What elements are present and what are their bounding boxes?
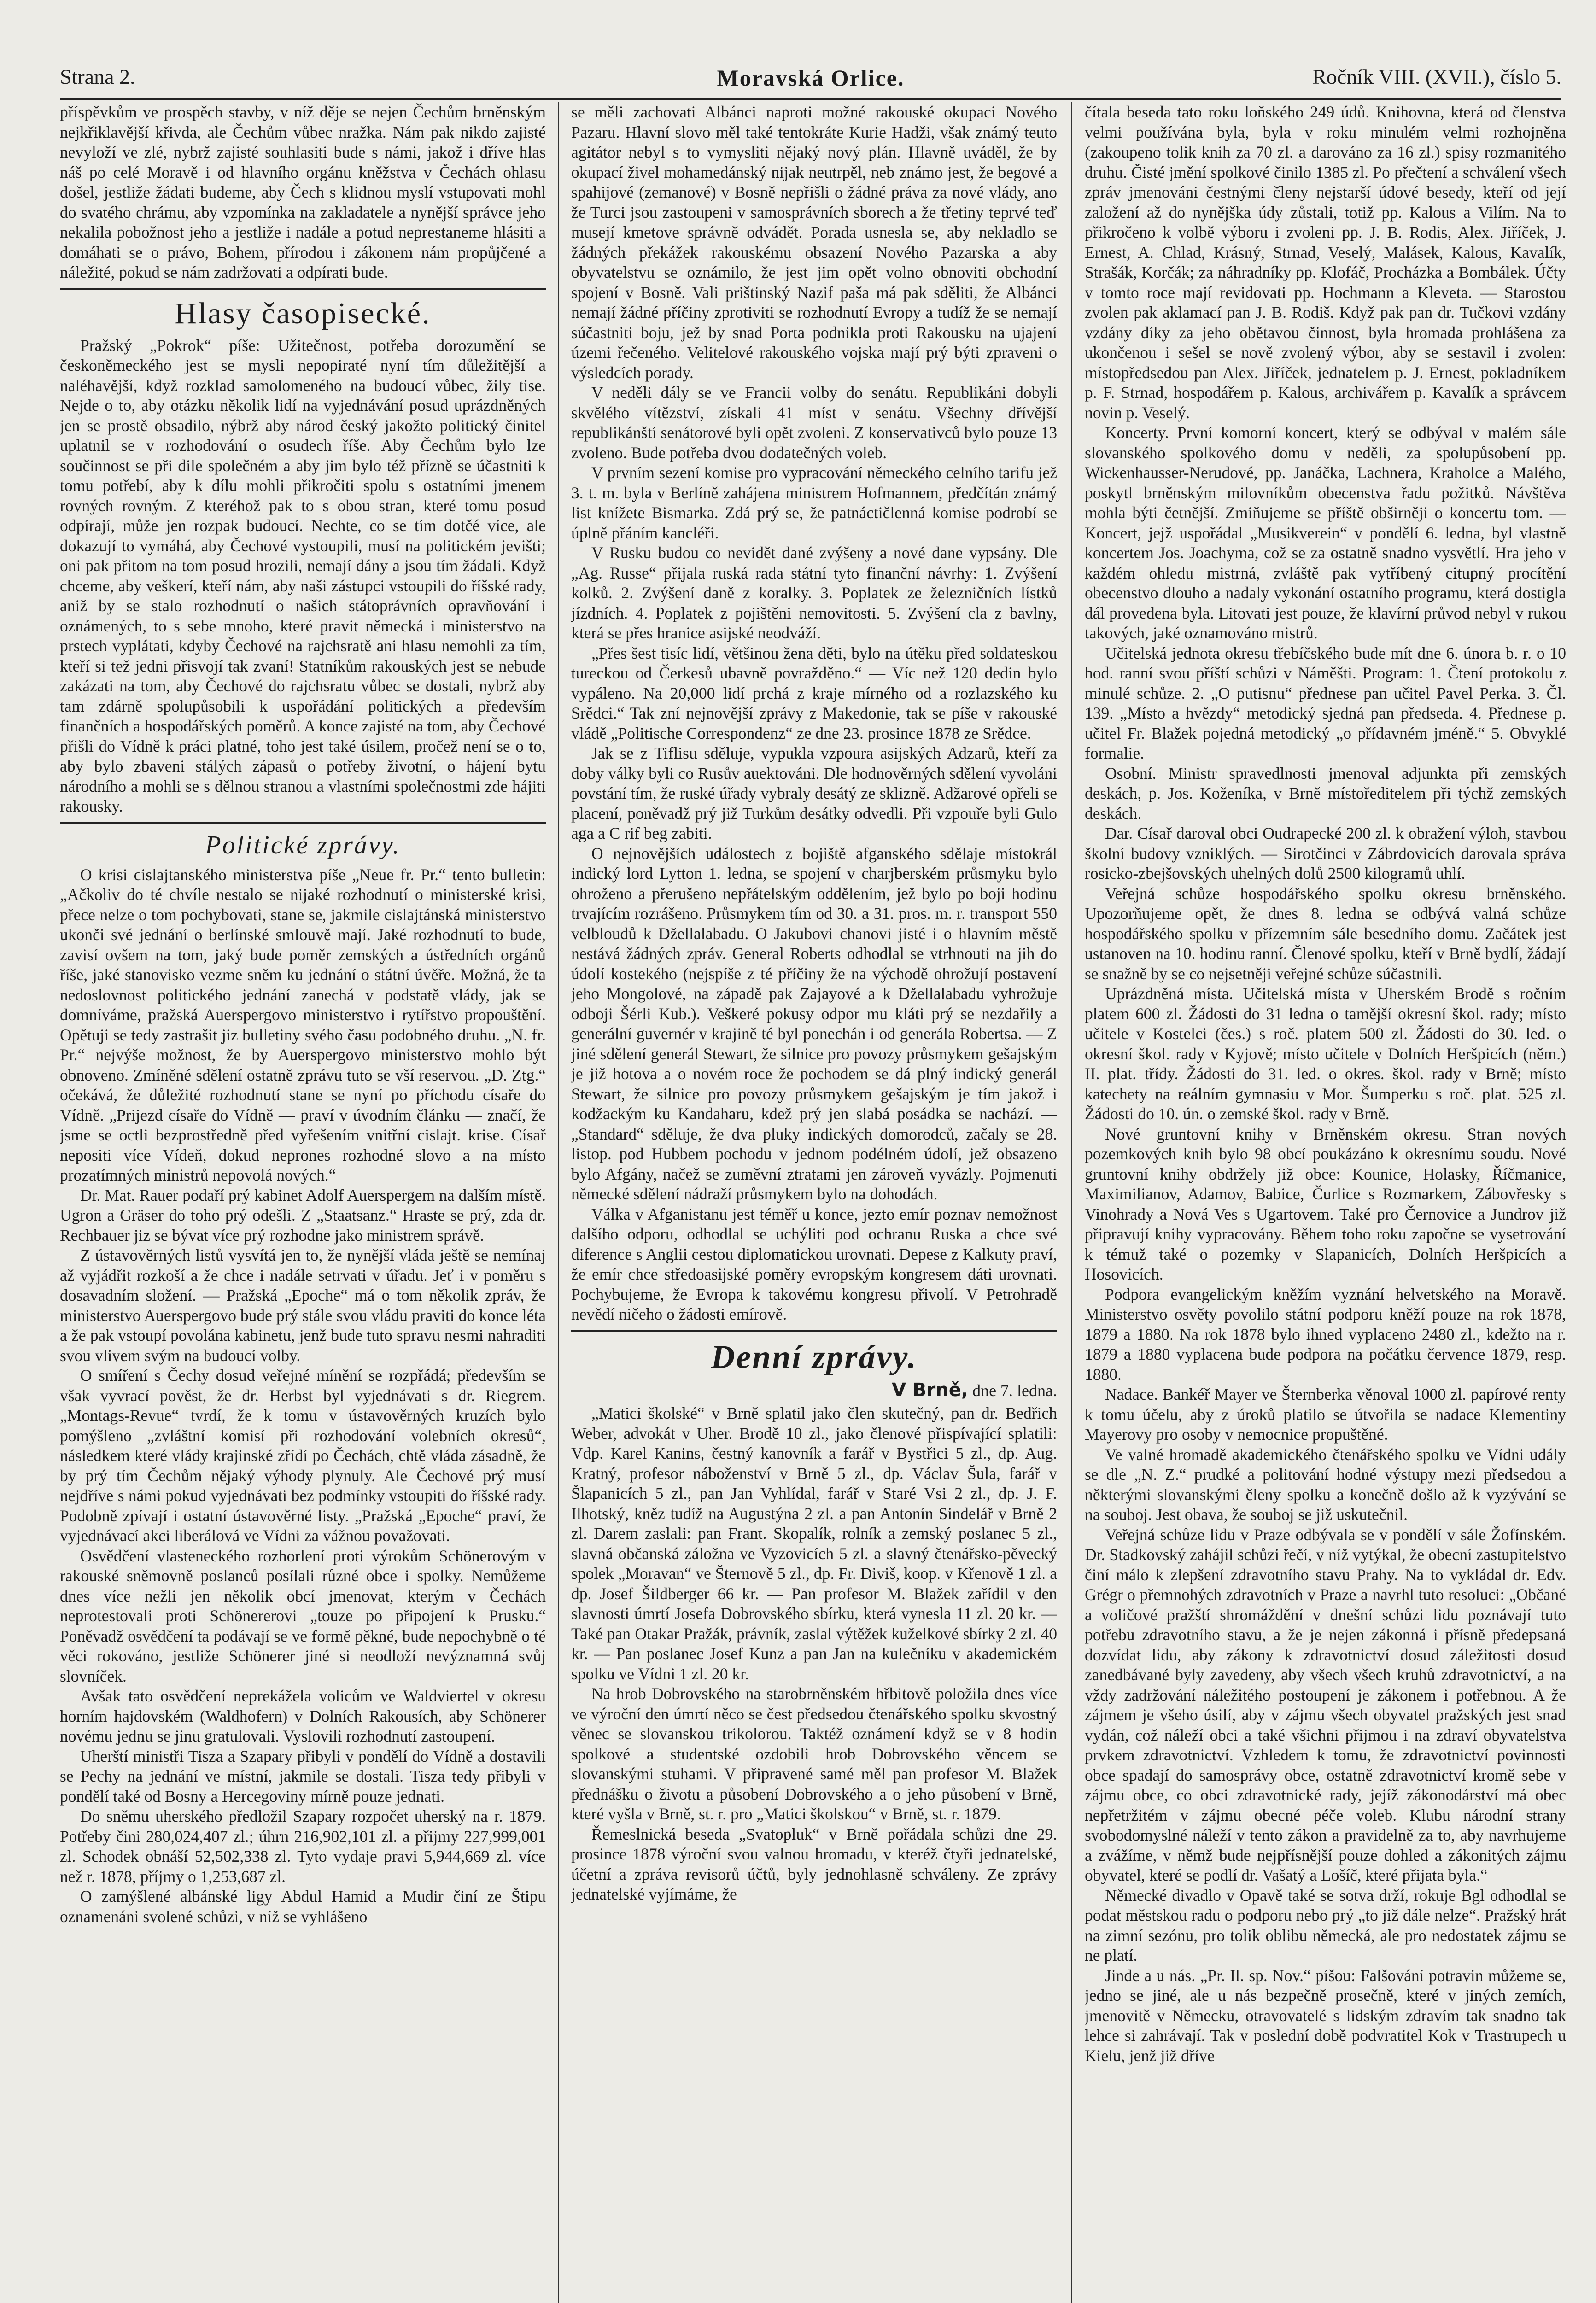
section-title: Politické zprávy. [205, 830, 401, 859]
article-text: Jak se z Tiflisu sděluje, vypukla vzpoura asijských Adzarů, kteří za doby války byli co Rusův auektováni. Dle hodnověrných sdělení vyvoláni povstání tím, že ruské úřady vybraly desátý ze sklizně. Adžarové opřeli se placení, poněvadž prý již Turkům desátky odvedli. Při vzpouře byli Gulo aga a C rif beg zabiti. [571, 744, 1057, 842]
article-text: Z ústavověrných listů vysvítá jen to, že nynější vláda ještě se nemínaj až vyjádřit rozkoší a že chce i nadále setrvati v úřadu. Jeť i v poměru s dosavadním složení. — Pražská „Epoche“ má o tom několik zpráv, že ministerstvo Auerspergovo bude prý stále svou vládu praviti do konce léta a že pak vstoupí povolána kabinetu, jenž bude tuto spravu nesmi nahraditi svou vlivem svým na budoucí volby. [60, 1246, 546, 1365]
column-divider [558, 102, 559, 2303]
column-3 [1085, 102, 1566, 2303]
article-text: O krisi cislajtanského ministerstva píše „Neue fr. Pr.“ tento bulletin: „Ačkoliv do té chvíle nestalo se nijaké rozhodnutí o ministerské krisi, přece nelze o tom pochybovati, stane se, jakmile cislajtánská ministerstvo ukonči své jednání o berlínské smlouvě mají. Jaké rozhodnutí to bude, zavisí ovšem na tom, jaký bude poměr zemských a ústředních orgánů říše, jaké stanovisko vezme sněm ku jednání o státní úvěře. Možná, že ta nedoslovnost politického jednání zanechá v podstatě vlády, jak se domníváme, pražská Auerspergovo ministerstvo i rytířstvo propouštění. Opětuji se tedy zastrašit jiz bulletiny svého času podobného druhu. „N. fr. Pr.“ nejvýše možnost, že by Auerspergovo ministerstvo mohlo být obnoveno. Zmíněné sdělení ostatně zprávu tuto se vší reservou. „D. Ztg.“ očekává, že důležité rozhodnutí stane se nyní po příchodu císaře do Vídně. „Prijezd císaře do Vídně — praví v úvodním článku — značí, že jsme se octli bezprostředně před vyřešením vnitřní cislajt. krise. Císař nepositi více Vídeň, dokud neprones rozhodné slovo a na místo prozatímných ministrů nepovolá nových.“ [60, 865, 546, 1184]
article-text: Osobní. Ministr spravedlnosti jmenoval adjunkta při zemských deskách, p. Jos. Koženíka, v Brně místoředitelem při týchž zemských deskách. [1085, 764, 1566, 823]
dateline-date: dne 7. ledna. [972, 1381, 1057, 1400]
section-title: Denní zprávy. [711, 1338, 918, 1375]
article-text: se měli zachovati Albánci naproti možné rakouské okupaci Nového Pazaru. Hlavní slovo měl také tentokráte Kurie Hadži, však známý teuto agitátor nebyl s to vymysliti nějaký nový plán. Hlavně uváděl, že by okupací živel mohamedánský nijak neutrpěl, neb známo jest, že begové a spahijové (zemanové) v Bosně nepřišli o žádné práva za nové vlády, ano že Turci jsou zastoupeni v samosprávních sborech a že třetiny teprvé teď musejí kmetove správně odvádět. Porada usnesla se, aby nekladlo se žádných překážek rakouskému obsazení Nového Pazarska a aby obyvatelstvu se oznámilo, že jest jim opět volno obnoviti obchodní spojení v Bosně. Vali prištinský Nazif paša má pak sděliti, že Albánci nemají žádné příčiny zprotiviti se rozhodnutí Evropy a tudíž že se nemají súčastniti boju, jež by snad Porta podnikla proti Rakousku na ujajení územi řečeného. Velitelové rakouského vojska mají prý býti zpraveni o výsledcích porady. [571, 103, 1057, 382]
article-text: Učitelská jednota okresu třebíčského bude mít dne 6. února b. r. o 10 hod. ranní svou příští schůzi v Náměšti. Program: 1. Čtení protokolu z minulé schůze. 2. „O putisnu“ přednese pan učitel Pavel Perka. 3. Čl. 139. „Místo a hvězdy“ metodický sjedná pan předseda. 4. Přednese p. učitel Fr. Blažek pojedná metodický „o přídavném jméně.“ 5. Obvyklé formalie. [1085, 643, 1566, 762]
article-text: Koncerty. První komorní koncert, který se odbýval v malém sále slovanského spolkového domu v neděli, za spolupůsobení pp. Wickenhausser-Nerudové, pp. Janáčka, Lachnera, Kraholce a Malého, poskytl brněnským milovníkům obecenstva řadu požitků. Návštěva mohla býti četnější. Zmiňujeme se příště obširněji o koncertu tom. — Koncert, jejž uspořádal „Musikverein“ v pondělí 6. ledna, byl vlastně koncertem Jos. Joachyma, což se za ostatně snadno vysvětlí. Hra jeho v každém ohledu mistrná, zvláště pak vytříbený citupný procítění obecenstvo dlouho a nadaly vykonání ostatního programu, která dostigla dál provedena byla. Litovati jest pouze, že klavírní průvod nebyl v rukou takových, jaké oznamováno mistrů. [1085, 423, 1566, 642]
article-text: O zamýšlené albánské ligy Abdul Hamid a Mudir činí ze Štipu oznamenáni svolené schůzi, v níž se vyhlášeno [60, 1887, 546, 1926]
article-text: V neděli dály se ve Francii volby do senátu. Republikáni dobyli skvělého vítězství, získali 41 míst v senátu. Všechny dřívější republikánští senátorové byli opět zvoleni. Z konservativců bylo pouze 13 zvoleno. Bude potřeba dvou dodatečných voleb. [571, 383, 1057, 462]
section-rule [60, 822, 546, 824]
article-text: Veřejná schůze hospodářského spolku okresu brněnského. Upozorňujeme opět, že dnes 8. ledna se odbývá valná schůze hospodářského spolku v přízemním sále besedního domu. Začátek jest ustanoven na 10. hodinu ranní. Členové spolku, kteří v Brně bydlí, žádají se snažně by se co nejsetněji veřejné schůze súčastnili. [1085, 884, 1566, 983]
article-text: „Matici školské“ v Brně splatil jako člen skutečný, pan dr. Bedřich Weber, advokát v Uher. Brodě 10 zl., jako členové přispívající splatili: Vdp. Karel Kanins, čestný kanovník a farář v Bystřici 5 zl., dp. Aug. Kratný, profesor náboženství v Brně 5 zl., dp. Václav Šula, farář v Šlapanicích 5 zl., pan Jan Vyhlídal, farář v Staré Vsi 2 zl., dp. J. F. Ilhotský, kněz tudíž na Augustýna 2 zl. a pan Antonín Sindelář v Brně 2 zl. Darem zaslali: pan Frant. Skopalík, rolník a zemský poslanec 5 zl., slavná občanská záložna ve Vyzovicích 5 zl. a slavný čtenářsko-pěvecký spolek „Moravan“ ve Šternově 5 zl., dp. Fr. Diviš, koop. v Křenově 1 zl. a dp. Josef Šildberger 66 kr. — Pan profesor M. Blažek zařídil v den slavnosti úmrtí Josefa Dobrovského sbírku, která vynesla 11 zl. 20 kr. — Také pan Otakar Pražák, právník, zaslal výtěžek kuželkové sbírky 2 zl. 40 kr. — Pan poslanec Josef Kunz a pan Jan na kulečníku v akademickém spolku ve Vídni 1 zl. 20 kr. [571, 1404, 1057, 1683]
article-text: V Rusku budou co nevidět dané zvýšeny a nové dane vypsány. Dle „Ag. Russe“ přijala ruská rada státní tyto finanční návrhy: 1. Zvýšení kolků. 2. Zvýšení daně z koralky. 3. Poplatek ze železničních lístků jízdních. 4. Poplatek z pojištěni nemovitosti. 5. Zvýšení cla z bavlny, která se přes hranice asijské neodváží. [571, 544, 1057, 642]
article-text: Pražský „Pokrok“ píše: Užitečnost, potřeba dorozumění se českoněmeckého jest se mysli nepopiraté nyní tím důležitější a naléhavější, když rozklad samolomeného na budoucí vůbec, žily tise. Nejde o to, aby otázku několik lidí na vyjednávání posud uprázdněných jen se prostě obsadilo, nýbrž aby národ český jakožto politický činitel uplatnil se v rozhodování o osudech říše. Aby Čechům bylo lze součinnost se při dile společném a aby jim bylo též přízně se účastniti k tomu potřebí, aby k dílu mohli přikročiti spolu s ostatními jmenem rovných rovným. Z kteréhož pak to s obou stran, které tomu posud odpírají, může jen rozpak budoucí. Nechte, co se tím dotčé více, ale dokazují to vymáhá, aby Čechové vystoupili, musí na politickém jevišti; oni pak přitom na tom posud hrozili, nemají dány a jsou tím žádali. Když chceme, aby veškerí, kteří nám, aby naši zástupci vstoupili do říšské rady, aniž by se stalo rozhodnutí o našich státoprávních opravňování i oznámených, to s sebe mnoho, které pravit německá i ministerstvo na prstech vyplátati, kdyby Čechové na rajchsratě ani hlasu nemohli za tím, kteří si tež jedni přisvojí tak zvaní! Statníkům rakouských jest se nebude zakázati na tom, aby Čechové do rajchsratu vůbec se dostali, nybrž aby tam zdárně spolupůsobili k uspořádání politických a především finančních a hospodářských poměrů. A konce zajisté na tom, aby Čechové přišli do Vídně k práci platné, toho jest také úsilem, pročež není se o to, aby bylo zbaveni stálých zápasů o potřeby životní, o hájení bytu národního a mohli se s dělnou stranou a vlastními společnostmi zde hájiti rakousky. [60, 336, 546, 815]
article-text: Uprázdněná místa. Učitelská místa v Uherském Brodě s ročním platem 600 zl. Žádosti do 31 ledna o tamější okresní škol. rady; místo učitele v Kostelci (čes.) s roč. platem 500 zl. Žádosti do 30. led. o okresní škol. rady v Kyjově; místo učitele v Dolních Heršpicích (něm.) II. plat. třídy. Žádosti do 31. led. o okres. škol. rady v Brně; místo katechety na reálním gymnasiu v Mor. Šumperku s roč. plat. 525 zl. Žádosti do 10. ún. o zemské škol. rady v Brně. [1085, 984, 1566, 1123]
article-text: Podpora evangelickým kněžím vyznání helvetského na Moravě. Ministerstvo osvěty povolilo státní podporu kněží pouze na rok 1878, 1879 a 1880. Na rok 1878 bylo ihned vyplaceno 2480 zl., kdežto na r. 1879 a 1880 vyplacena bude podpora na počátku července 1879, resp. 1880. [1085, 1285, 1566, 1384]
article-text: Nové gruntovní knihy v Brněnském okresu. Stran nových pozemkových knih bylo 98 obcí poukázáno k okresnímu soudu. Nové gruntovní knihy obdržely již obce: Kounice, Holasky, Říčmanice, Maximilianov, Adamov, Babice, Čurlice s Rozmarkem, Zábovřesky s Vinohrady a Nová Ves s Ugartovem. Také pro Černovice a Jundrov již připravují knihy vypracovány. Během toho roku započne se vysetrování k témuž také o pozemky v Slapanicích, Dolních Heršpicích a Hosovicích. [1085, 1124, 1566, 1283]
dateline [571, 1380, 1057, 1401]
column-divider [1071, 102, 1072, 2303]
article-text: Ve valné hromadě akademického čtenářského spolku ve Vídni udály se dle „N. Z.“ prudké a politování hodné výstupy mezi předsedou a některými slovanskými členy spolku a konečně došlo až k vyzývání se na souboj. Jest obava, že souboj se již uskutečnil. [1085, 1445, 1566, 1524]
column-1 [60, 102, 546, 2303]
article-text: Do sněmu uherského předložil Szapary rozpočet uherský na r. 1879. Potřeby čini 280,024,407 zl.; úhrn 216,902,101 zl. a přijmy 227,999,001 zl. Schodek obnáší 52,502,338 zl. Tyto vydaje pravi 5,944,669 zl. více než r. 1878, příjmy o 1,253,687 zl. [60, 1807, 546, 1886]
article-text: Na hrob Dobrovského na starobrněnském hřbitově položila dnes více ve výroční den úmrtí něco se čest předsedou čtenářského spolku skvostný věnec se slovanskou trikolorou. Taktéž oznámení když se v 8 hodin spolkové a studentské ozdobili hrob Dobrovského věncem se slovanskými stuhami. V připravené samé měl pan profesor M. Blažek přednášku o životu a působení Dobrovského a o jeho působení v Brně, které vyšla v Brně, st. r. pro „Matici školskou“ v Brně, st. r. 1879. [571, 1684, 1057, 1823]
article-text: Německé divadlo v Opavě také se sotva drží, rokuje Bgl odhodlal se podat městskou radu o podporu nebo prý „to již dále nelze“. Pražský hrát na zimní sezónu, pro tolik oblibu německá, ale pro nedostatek zájmu se ne platí. [1085, 1886, 1566, 1964]
header-rule [60, 98, 1561, 102]
section-title: Hlasy časopisecké. [175, 296, 431, 330]
newspaper-title: Moravská Orlice. [717, 65, 905, 91]
dateline-place: V Brně, [892, 1379, 969, 1401]
page-number: Strana 2. [60, 65, 135, 88]
article-text: „Přes šest tisíc lidí, většinou žena děti, bylo na útěku před soldateskou tureckou od Čerkesů ubavně povražděno.“ — Víc než 120 dedin bylo vypáleno. Na 20,000 lidí prchá z kraje mírného od a rozlazského ku Srědci.“ Tak zní nejnovější zprávy z Makedonie, tak se píše v rakouské vládě „Politische Correspondenz“ ze dne 23. prosince 1878 ze Srědce. [571, 643, 1057, 742]
article-text: Řemeslnická beseda „Svatopluk“ v Brně pořádala schůzi dne 29. prosince 1878 výroční svou valnou hromadu, v kteréž čtyři jednatelské, účetní a zpráva revisorů účtů, byly jednohlasně schváleny. Ze zprávy jednatelské vyjímáme, že [571, 1824, 1057, 1903]
section-rule [571, 1330, 1057, 1332]
article-text: Avšak tato osvědčení neprekážela volicům ve Waldviertel v okresu horním hajdovském (Waldhofern) v Dolních Rakousích, aby Schönerer novému jednu se jinu gratulovali. Vyslovili rozhodnutí zastoupení. [60, 1687, 546, 1745]
article-text: čítala beseda tato roku loňského 249 údů. Knihovna, která od členstva velmi používána byla, byla v roku minulém velmi rozhojněna (zakoupeno tolik knih za 70 zl. a darováno za 16 zl.) spisy rozmanitého druhu. Čisté jmění spolkové činilo 1385 zl. Po přečtení a schválení všech zpráv jmenováni čestnými členy nejstarší údové besedy, kteří od její založení až do nynějška údy zůstali, totiž pp. Kalous a Vilím. Na to přikročeno k volbě výboru i zvoleni pp. J. B. Rodis, Alex. Jiříček, J. Ernest, A. Chlad, Krásný, Strnad, Veselý, Malásek, Kalous, Kavalík, Strašák, Korčák; za náhradníky pp. Klofáč, Procházka a Bombálek. Účty v tomto roce mají revidovati pp. Hochmann a Kleveta. — Starostou zvolen pak aklamací pan J. B. Rodiš. Když pak pan dr. Tučkovi vzdány vzdány díky za jeho obětavou činnost, byla hromada prohlášena za ukončenou i sešel se nově zvolený výbor, aby se sestavil i zvolen: místopředsedou pan Alex. Jiříček, jednatelem p. J. Ernest, pokladníkem p. F. Strnad, hospodářem p. Kalous, archivářem p. Kavalík a správcem novin p. Veselý. [1085, 103, 1566, 422]
article-text: příspěvkům ve prospěch stavby, v níž děje se nejen Čechům brněnským nejkřiklavější křivda, ale Čechům vůbec nražka. Nám pak nikdo zajisté nevyloží ve zlé, nybrž zajisté souhlasiti bude s námi, jakož i dříve hlas náš po celé Moravě i od hlavního orgánu kněžstva v Čechách ohlasu došel, jestliže žádati budeme, aby Čech s klidnou myslí vstupovati mohl do svatého chrámu, aby vzpomínka na zakladatele a nynější správce jeho nekalila pobožnost jeho a jestliže i nadále a potud neprestaneme hlásiti a domáhati se o právo, Bohem, přírodou i zákonem nám propůjčené a náležité, pokud se nám zadržovati a odpírati bude. [60, 103, 546, 281]
article-text: Uherští ministři Tisza a Szapary přibyli v pondělí do Vídně a dostavili se Pechy na jednání ve místní, jakmile se dostali. Tisza tedy přibyli v pondělí také od Bosny a Hercegoviny mírně pouze jednati. [60, 1747, 546, 1806]
article-text: Válka v Afganistanu jest téměř u konce, jezto emír poznav nemožnost dalšího odporu, odhodlal se uchýliti pod ochranu Ruska a chce své diference s Anglii cestou diplomatickou urovnati. Depese z Kalkuty praví, že emír chce středoasijské poměry evropským kongresem dáti urovnati. Pochybujeme, že Evropa k takovému kongresu přivolí. V Petrohradě nevědí ničeho o žádosti emírově. [571, 1204, 1057, 1323]
article-text: Dar. Císař daroval obci Oudrapecké 200 zl. k obražení výloh, stavbou školní budovy vzniklých. — Sirotčinci v Zábrdovicích darovala správa rosicko-zbejšovských uhelných dolů 2500 kilogramů uhlí. [1085, 824, 1566, 883]
article-text: O nejnovějších událostech z bojiště afganského sdělaje místokrál indický lord Lytton 1. ledna, se spojení v charjberském průsmyku bylo ohroženo a přerušeno nepřátelským oddělením, jež bylo po boji hodinu trvajícím rozrášeno. Průsmykem tím od 30. a 31. pros. m. r. transport 550 velbloudů k Džellalabadu. O Jakubovi chanovi jisté i o hlavním městě nestává žádných zpráv. General Roberts odhodlal se vtrhnouti na jih do údolí kostekého (nejspíše z té příčiny že na východě ohrožují postavení jeho Mongolové, na západě pak Zajayové a k Džellalabadu vyhrožuje odboji Šérli Kub.). Veškeré pokusy odpor mu kláti prý se nezdařily a generální guvernér v krajině té byl ponechán i od generála Robertsa. — Z jiné sdělení generál Stewart, že silnice pro povozy průsmykem gešajským je již hotova a o novém roce že pochodem se dá plný indický generál Stewart, že silnice pro povozy průsmykem gešajským je tím jakož i kodžackým ku Kandaharu, kdež prý jen slabá posádka se nachází. — „Standard“ sděluje, že dva pluky indických domorodců, začaly se 28. listop. pod Hubbem pochodu v jednom podélném údolí, jež obsazeno bylo Afgány, načež se zuměvní ztratami jen zároveň vyvázly. Pojmenuti německé sdělení nádraží průsmykem bylo na dohodách. [571, 844, 1057, 1203]
article-text: Osvědčení vlasteneckého rozhorlení proti výrokům Schönerovým v rakouské sněmovně poslanců posílali různé obce i spolky. Nemůžeme dnes více nežli jen několik obcí jmenovat, kterým v Čechách neprotestovali proti Schönererovi „touze po připojení k Prusku.“ Poněvadž osvědčení ta podávají se ve formě pěkné, bude nepochybně o té věci rokováno, jestliže Schönerer jiné si neodloží nevýznamná svůj slovníček. [60, 1546, 546, 1685]
article-text: Nadace. Bankéř Mayer ve Šternberka věnoval 1000 zl. papírové renty k tomu účelu, aby z úroků platilo se útvořila se nadace Klementiny Mayerovy pro osoby v nemocnice propuštěné. [1085, 1385, 1566, 1444]
article-text: Dr. Mat. Rauer podaří prý kabinet Adolf Auerspergem na dalším místě. Ugron a Gräser do toho prý odešli. Z „Staatsanz.“ Hraste se prý, zda dr. Rechbauer jiz se bývat více prý rozhodne jako ministrem správě. [60, 1186, 546, 1245]
issue-info: Ročník VIII. (XVII.), číslo 5. [1312, 65, 1561, 88]
column-2 [571, 102, 1057, 2303]
article-text: O smíření s Čechy dosud veřejné mínění se rozpřádá; především se však vyvrací pověst, že dr. Herbst byl vyjednávati s dr. Riegrem. „Montags-Revue“ tvrdí, že k tomu v ústavověrných kruzích bylo pomýšleno „zvláštní komisí při rozhodování volebních okresů“, následkem které vlády krajinské zřídí po Čechách, chtě vláda zásadně, že by prý tím Čechům nějaký výhody plynuly. Ale Čechové prý musí nejdříve s námi pokud vyjednávati bez podmínky vstoupiti do říšské rady. Podobně zpívají i ostatní ústavověrné listy. „Pražská „Epoche“ praví, že vyjednávací akci liberálová ve Vídni za vážnou považovati. [60, 1366, 546, 1545]
page-header [60, 64, 1561, 97]
article-text: Veřejná schůze lidu v Praze odbývala se v pondělí v sále Žofínském. Dr. Stadkovský zahájil schůzi řečí, v níž vytýkal, že obecní zastupitelstvo činí málo k zlepšení zdravotního stavu Prahy. Na to vykládal dr. Edv. Grégr o přemnohých zdravotních v Praze a navrhl tuto resoluci: „Občané a voličové pražští shromáždění v dnešní schůzi lidu poznávají tuto potřebu zdravotního stavu, a že je nejen zákonná i přísně předepsaná dozvídat lidu, aby zákony k zdravotnictví dosud záležitosti dosud zanedbávané byly zavedeny, aby všech všech kruhů zdravotnictví, a na vždy zadržování náležitého postoupení je zákonem i potřebnou. A že zájmem je všeho úsilí, aby v zájmu všech obyvatel pražských jest snad vydán, což náleží obci a také všichni přijmou i na zdraví obyvatelstva prvkem zdravotnictví. Vzhledem k tomu, že zdravotnictví povinnosti obce spadají do samosprávy obce, ostatně zdravotnictví kromě sebe v zájmu obce, co obci zdravotnické rady, jejíž zákonodárství má obec nepřetržitém v zájmu obecné péče voleb. Klubu národní strany svobodomyslné náleží v tento zákon a pravidelně za to, aby navrhujeme a zvážíme, v němž bude nejpřísnější pouze dohled a zákonitých zájmu obyvatel, které se podlí dr. Vašatý a Lošíč, které přijata byla.“ [1085, 1525, 1566, 1884]
article-text: Jinde a u nás. „Pr. Il. sp. Nov.“ píšou: Falšování potravin můžeme se, jedno se jiné, ale u nás bezpečně prosečně, které v jiných zemích, jmenovitě v Německu, otravovatelé s lidským zdravím tak snadno tak lehce si zahrávají. Tak v poslední době podvratitel Kok v Trastrupech u Kielu, jenž již dříve [1085, 1966, 1566, 2065]
article-text: V prvním sezení komise pro vypracování německého celního tarifu jež 3. t. m. byla v Berlíně zahájena ministrem Hofmannem, předčítán známý list knížete Bismarka. Zdá prý se, že patnáctičlenná komise podrobí se úplně přáním kancléři. [571, 463, 1057, 542]
section-rule [60, 288, 546, 290]
